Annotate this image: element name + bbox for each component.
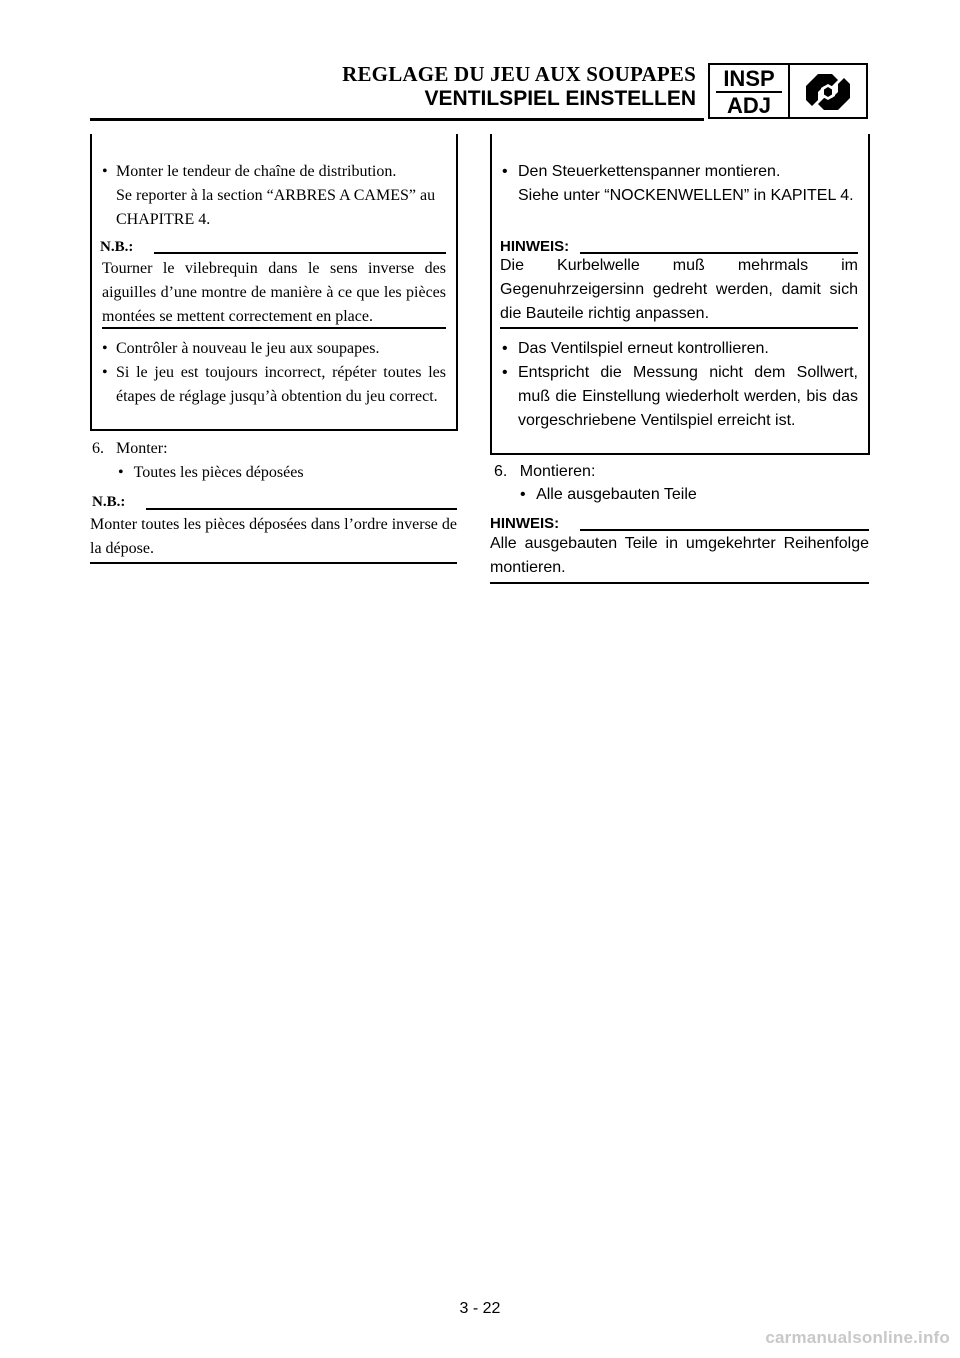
fr-bullet-2-text: Contrôler à nouveau le jeu aux soupapes. [116, 340, 380, 357]
fr-note-label-2: N.B.: [92, 494, 126, 510]
wrench-hex-icon [790, 63, 868, 119]
fr-step-bullet [118, 462, 448, 484]
header-rule [90, 118, 704, 121]
bullet-dot: • [102, 163, 108, 180]
de-bullet-3 [502, 361, 858, 433]
de-note-text: Die Kurbelwelle muß mehrmals im Gegenuhrzeigersinn gedreht werden, damit sich die Bauteile richtig anpassen. [500, 257, 858, 322]
de-note-line-2 [580, 529, 869, 531]
de-step-title: Montieren: [519, 463, 596, 480]
fr-step-title: Monter: [116, 440, 168, 457]
de-step-bullet-text: Alle ausgebauten Teile [536, 486, 697, 503]
bullet-dot: • [118, 464, 124, 481]
page-title-fr: REGLAGE DU JEU AUX SOUPAPES [342, 62, 696, 86]
de-bullet-1-text: Den Steuerkettenspanner montieren. [518, 163, 781, 180]
fr-note-line [154, 252, 446, 254]
fr-step-6 [92, 438, 459, 460]
fr-bullet-1-text: Monter le tendeur de chaîne de distribution. [116, 163, 397, 180]
de-bullet-3-text: Entspricht die Messung nicht dem Sollwert, muß die Einstellung wiederholt werden, bis das vorgeschriebene Ventilspiel erreicht ist. [518, 364, 858, 429]
page-number: 3 - 22 [459, 1300, 501, 1317]
fr-bullet-2 [102, 337, 446, 361]
fr-bullet-1 [102, 160, 452, 232]
fr-note-text: Tourner le vilebrequin dans le sens inverse des aiguilles d’une montre de manière à ce que les pièces montées se mettent correctement en place. [102, 260, 446, 325]
bullet-dot: • [502, 364, 508, 381]
de-note-label-2: HINWEIS: [490, 515, 560, 532]
de-bullet-2 [502, 337, 858, 361]
fr-note-label: N.B.: [100, 239, 134, 255]
de-note-text-2: Alle ausgebauten Teile in umgekehrter Reihenfolge montieren. [490, 535, 869, 576]
badge-top-label: INSP [723, 66, 775, 91]
de-step-bullet [520, 484, 860, 506]
bullet-dot: • [102, 340, 108, 357]
fr-note-end-rule-2 [90, 562, 457, 564]
watermark: carmanualsonline.info [765, 1328, 950, 1347]
page-title-de: VENTILSPIEL EINSTELLEN [424, 87, 696, 110]
fr-bullet-1-reference: Se reporter à la section “ARBRES A CAMES” au CHAPITRE 4. [116, 187, 436, 228]
badge-bottom-label: ADJ [726, 93, 771, 118]
bullet-dot: • [102, 364, 108, 381]
bullet-dot: • [520, 486, 526, 503]
de-bullet-1-reference: Siehe unter “NOCKENWELLEN” in KAPITEL 4. [518, 187, 854, 204]
bullet-dot: • [502, 163, 508, 180]
de-step-number: 6. [494, 463, 508, 480]
de-note-end-rule-2 [490, 582, 869, 584]
fr-note-text-2: Monter toutes les pièces déposées dans l’ordre inverse de la dépose. [90, 516, 457, 557]
insp-adj-badge [708, 63, 790, 119]
de-step-6 [494, 461, 873, 483]
fr-note-line-2 [146, 508, 457, 510]
de-note-end-rule [500, 327, 858, 329]
fr-step-bullet-text: Toutes les pièces déposées [133, 464, 304, 481]
de-bullet-1 [502, 160, 858, 208]
fr-note-end-rule [102, 327, 446, 329]
bullet-dot: • [502, 340, 508, 357]
fr-step-number: 6. [92, 440, 104, 457]
de-note-label: HINWEIS: [500, 238, 570, 255]
fr-bullet-3-text: Si le jeu est toujours incorrect, répéter toutes les étapes de réglage jusqu’à obtention du jeu correct. [116, 364, 446, 405]
fr-bullet-3 [102, 361, 446, 409]
de-bullet-2-text: Das Ventilspiel erneut kontrollieren. [518, 340, 769, 357]
